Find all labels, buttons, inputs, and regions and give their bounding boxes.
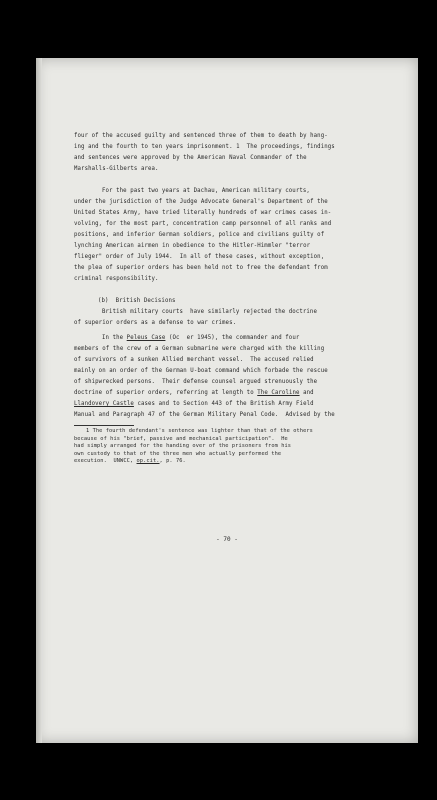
paragraph-3	[74, 307, 392, 329]
text-line: Marshalls-Gilberts area.	[74, 166, 159, 172]
page-number: - 70 -	[216, 536, 238, 543]
footnote-line: because of his "brief, passive and mechanical participation". He	[74, 435, 288, 442]
page-edge-shadow	[36, 58, 42, 743]
text-line: lynching American airmen in obedience to the Hitler-Himmler "terror	[74, 243, 311, 249]
text-line: of survivors of a sunken Allied merchant vessel. The accused relied	[74, 357, 314, 363]
footnote-divider	[74, 425, 134, 426]
text-line: criminal responsibility.	[74, 276, 159, 282]
footnote-line: had simply arranged for the handing over of the prisoners from his	[74, 443, 292, 450]
paragraph-1	[74, 131, 392, 175]
case-name-peleus: Peleus Case	[126, 335, 166, 341]
text-line: under the jurisdiction of the Judge Advocate General's Department of the	[74, 199, 328, 205]
text-line: British military courts have similarly rejected the doctrine	[102, 309, 317, 315]
text-line: volving, for the most part, concentration camp personnel of all ranks and	[74, 221, 332, 227]
text-line: and sentences were approved by the American Naval Commander of the	[74, 155, 307, 161]
text-line: flieger" order of July 1944. In all of these cases, without exception,	[74, 254, 325, 260]
case-name-llandovery: Llandovery Castle	[74, 401, 134, 407]
paragraph-2	[74, 186, 392, 285]
text-line: ing and the fourth to ten years imprisonment. 1 The proceedings, findings	[74, 144, 335, 150]
page-body	[74, 131, 392, 466]
footnote-line: 1 The fourth defendant's sentence was lighter than that of the others	[86, 428, 313, 434]
text-line: of superior orders as a defense to war crimes.	[74, 320, 237, 326]
text-line: of shipwrecked persons. Their defense counsel argued strenuously the	[74, 379, 318, 385]
paragraph-4	[74, 333, 392, 421]
case-name-caroline: The Caroline	[257, 390, 300, 396]
text-line: For the past two years at Dachau, American military courts,	[102, 188, 310, 194]
text-line: Manual and Paragraph 47 of the German Military Penal Code. Advised by the	[74, 412, 335, 418]
text-line: positions, and inferior German soldiers, police and civilians guilty of	[74, 232, 325, 238]
footnote	[74, 428, 392, 466]
text-line: doctrine of superior orders, referring at length to The Caroline and	[74, 390, 314, 396]
text-line: members of the crew of a German submarine were charged with the killing	[74, 346, 325, 352]
footnote-line: own custody to that of the three men who actually performed the	[74, 450, 282, 457]
section-heading: (b) British Decisions	[98, 298, 176, 304]
text-line: Llandovery Castle cases and to Section 443 of the British Army Field	[74, 401, 314, 407]
text-line: United States Army, have tried literally hundreds of war crimes cases in-	[74, 210, 332, 216]
text-line: mainly on an order of the German U-boat command which forbade the rescue	[74, 368, 328, 374]
text-line: In the Peleus Case (Oc er 1945), the commander and four	[102, 335, 300, 341]
citation-op-cit: op.cit.	[136, 458, 160, 465]
text-line: the plea of superior orders has been held not to free the defendant from	[74, 265, 328, 271]
text-line: four of the accused guilty and sentenced three of them to death by hang-	[74, 133, 328, 139]
document-page	[36, 58, 418, 743]
footnote-line: execution. UNWCC, op.cit., p. 76.	[74, 458, 186, 465]
